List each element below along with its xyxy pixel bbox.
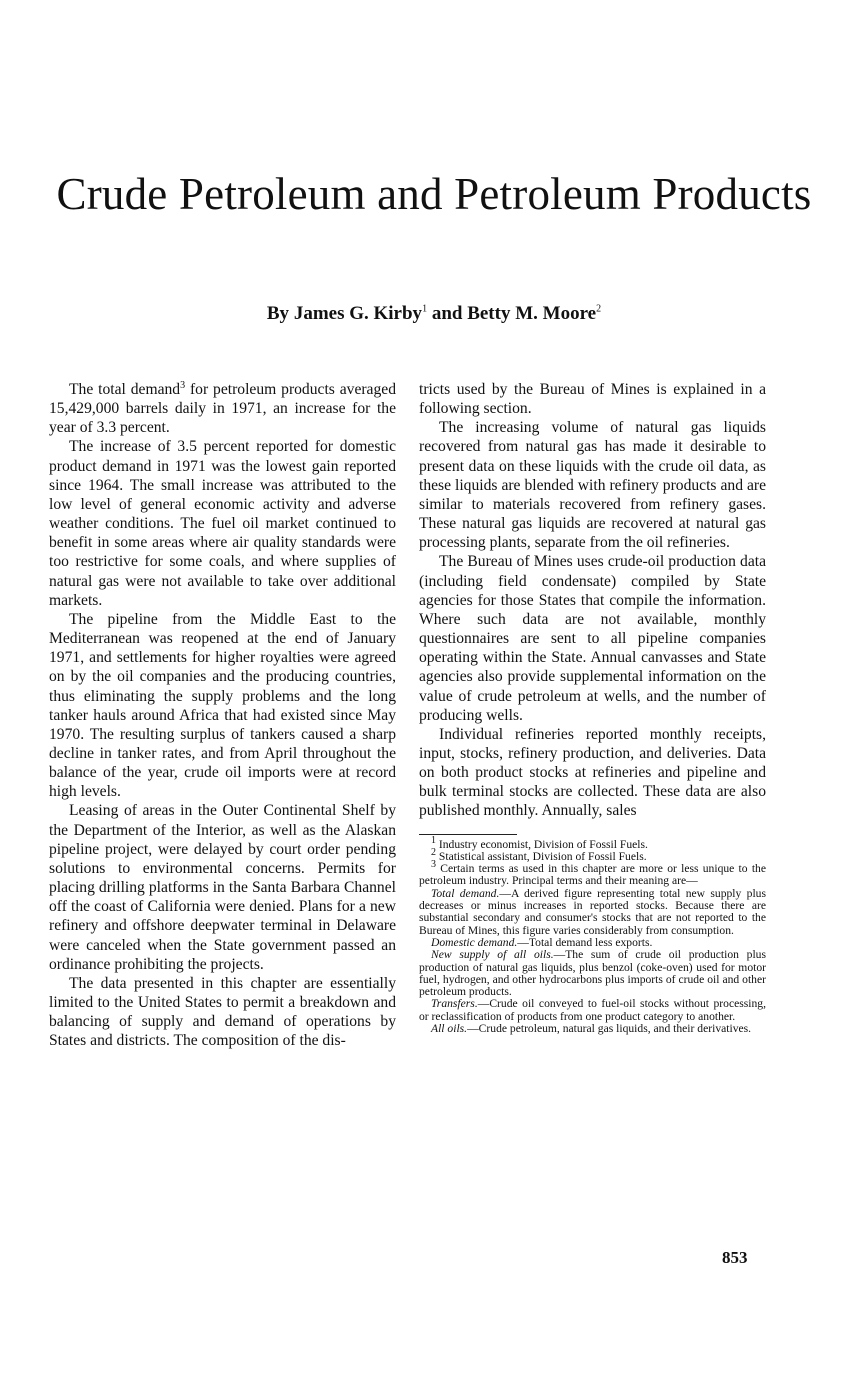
paragraph-natural-gas-liquids: The increasing volume of natural gas liquids recovered from natural gas has made it desirable to present data on these liquids with the crude oil data, as these liquids are blended with refinery products and are similar to materials recovered from refinery gases. These natural gas liquids are recovered at natural gas processing plants, separate from the oil refineries.	[419, 419, 766, 552]
footnotes	[419, 834, 766, 1036]
chapter-title: Crude Petroleum and Petroleum Products	[56, 169, 812, 219]
paragraph-domestic-demand: The increase of 3.5 percent reported for domestic product demand in 1971 was the lowest gain reported since 1964. The small increase was attributed to the low level of general economic activity and adverse weather conditions. The fuel oil market continued to benefit in some areas where air quality standards were too restrictive for some coals, and where supplies of natural gas were not available to take over additional markets.	[49, 438, 396, 609]
definition-all-oils	[419, 1023, 766, 1035]
paragraph-data-presented: The data presented in this chapter are essentially limited to the United States to permit a breakdown and balancing of supply and demand of operations by States and districts. The composition of the dis-	[49, 974, 396, 1050]
paragraph-bureau-of-mines: The Bureau of Mines uses crude-oil production data (including field condensate) compiled by State agencies for those States that compile the information. Where such data are not available, monthly questionnaires are sent to all pipeline companies operating within the State. Annual canvasses and State agencies also provide supplemental information on the value of crude petroleum at wells, and the number of producing wells.	[419, 553, 766, 724]
paragraph-refineries: Individual refineries reported monthly receipts, input, stocks, refinery production, and deliveries. Data on both product stocks at refineries and pipeline and bulk terminal stocks are collected. These data are also published monthly. Annually, sales	[419, 725, 766, 820]
author-1: James G. Kirby	[293, 303, 423, 324]
definition-text: —Crude oil conveyed to fuel-oil stocks without processing, or reclassification of products from one product category to another.	[419, 997, 766, 1023]
definition-transfers	[419, 998, 766, 1023]
byline-conjunction: and	[431, 303, 463, 324]
paragraph-text: The total demand	[69, 381, 181, 398]
definition-term: Transfers.	[431, 997, 478, 1011]
definition-text: —The sum of crude oil production plus production of natural gas liquids, plus benzol (coke-oven) used for motor fuel, hydrogen, and other hydrocarbons plus imports of crude oil and other petroleum products.	[419, 948, 766, 999]
definition-total-demand	[419, 888, 766, 937]
author-2-footnote-ref[interactable]: 2	[596, 303, 602, 315]
definition-term: All oils.	[431, 1022, 468, 1036]
definition-term: New supply of all oils.	[431, 948, 554, 962]
byline-prefix: By	[266, 303, 290, 324]
paragraph-continued: tricts used by the Bureau of Mines is explained in a following section.	[419, 381, 766, 418]
definition-term: Total demand.	[431, 886, 500, 900]
footnote-text: Industry economist, Division of Fossil Fuels.	[436, 837, 648, 851]
page-number: 853	[722, 1248, 748, 1267]
left-column	[49, 380, 396, 1050]
paragraph-pipeline: The pipeline from the Middle East to the Mediterranean was reopened at the end of January 1971, and settlements for higher royalties were agreed on by the oil companies and the producing countries, thus eliminating the supply problems and the long tanker hauls around Africa that had existed since May 1970. The resulting surplus of tankers caused a sharp decline in tanker rates, and from April throughout the balance of the year, crude oil imports were at record high levels.	[49, 610, 396, 801]
definition-text: —A derived figure representing total new supply plus decreases or minus increases in reported stocks. Because there are substantial secondary and consumer's stocks that are not reported to the Bureau of Mines, this figure varies considerably from consumption.	[419, 886, 766, 937]
footnote-number: 3	[431, 859, 436, 871]
author-2: Betty M. Moore	[467, 303, 597, 324]
footnote-number: 1	[431, 834, 436, 846]
definition-text: —Total demand less exports.	[517, 935, 653, 949]
footnote-ref-3[interactable]: 3	[180, 379, 186, 391]
paragraph-leasing: Leasing of areas in the Outer Continental Shelf by the Department of the Interior, as well as the Alaskan pipeline project, were delayed by court order pending solutions to environmental concerns. Permits for placing drilling platforms in the Santa Barbara Channel off the coast of California were denied. Plans for a new refinery and offshore deepwater terminal in Delaware were canceled when the State government passed an ordinance prohibiting the projects.	[49, 802, 396, 973]
footnote-text: Statistical assistant, Division of Fossil Fuels.	[436, 849, 647, 863]
footnote-number: 2	[431, 847, 436, 859]
footnote-text: Certain terms as used in this chapter are more or less unique to the petroleum industry. Principal terms and their meaning are—	[419, 862, 766, 888]
paragraph-text: for petroleum products averaged 15,429,000 barrels daily in 1971, an increase for the year of 3.3 percent.	[49, 381, 396, 437]
author-1-footnote-ref[interactable]: 1	[422, 303, 428, 315]
byline	[40, 300, 828, 328]
definition-term: Domestic demand.	[431, 935, 518, 949]
paragraph-total-demand	[49, 380, 396, 437]
footnote-3	[419, 859, 766, 888]
right-column	[419, 380, 766, 1035]
definition-new-supply	[419, 949, 766, 998]
definition-text: —Crude petroleum, natural gas liquids, and their derivatives.	[467, 1022, 752, 1036]
